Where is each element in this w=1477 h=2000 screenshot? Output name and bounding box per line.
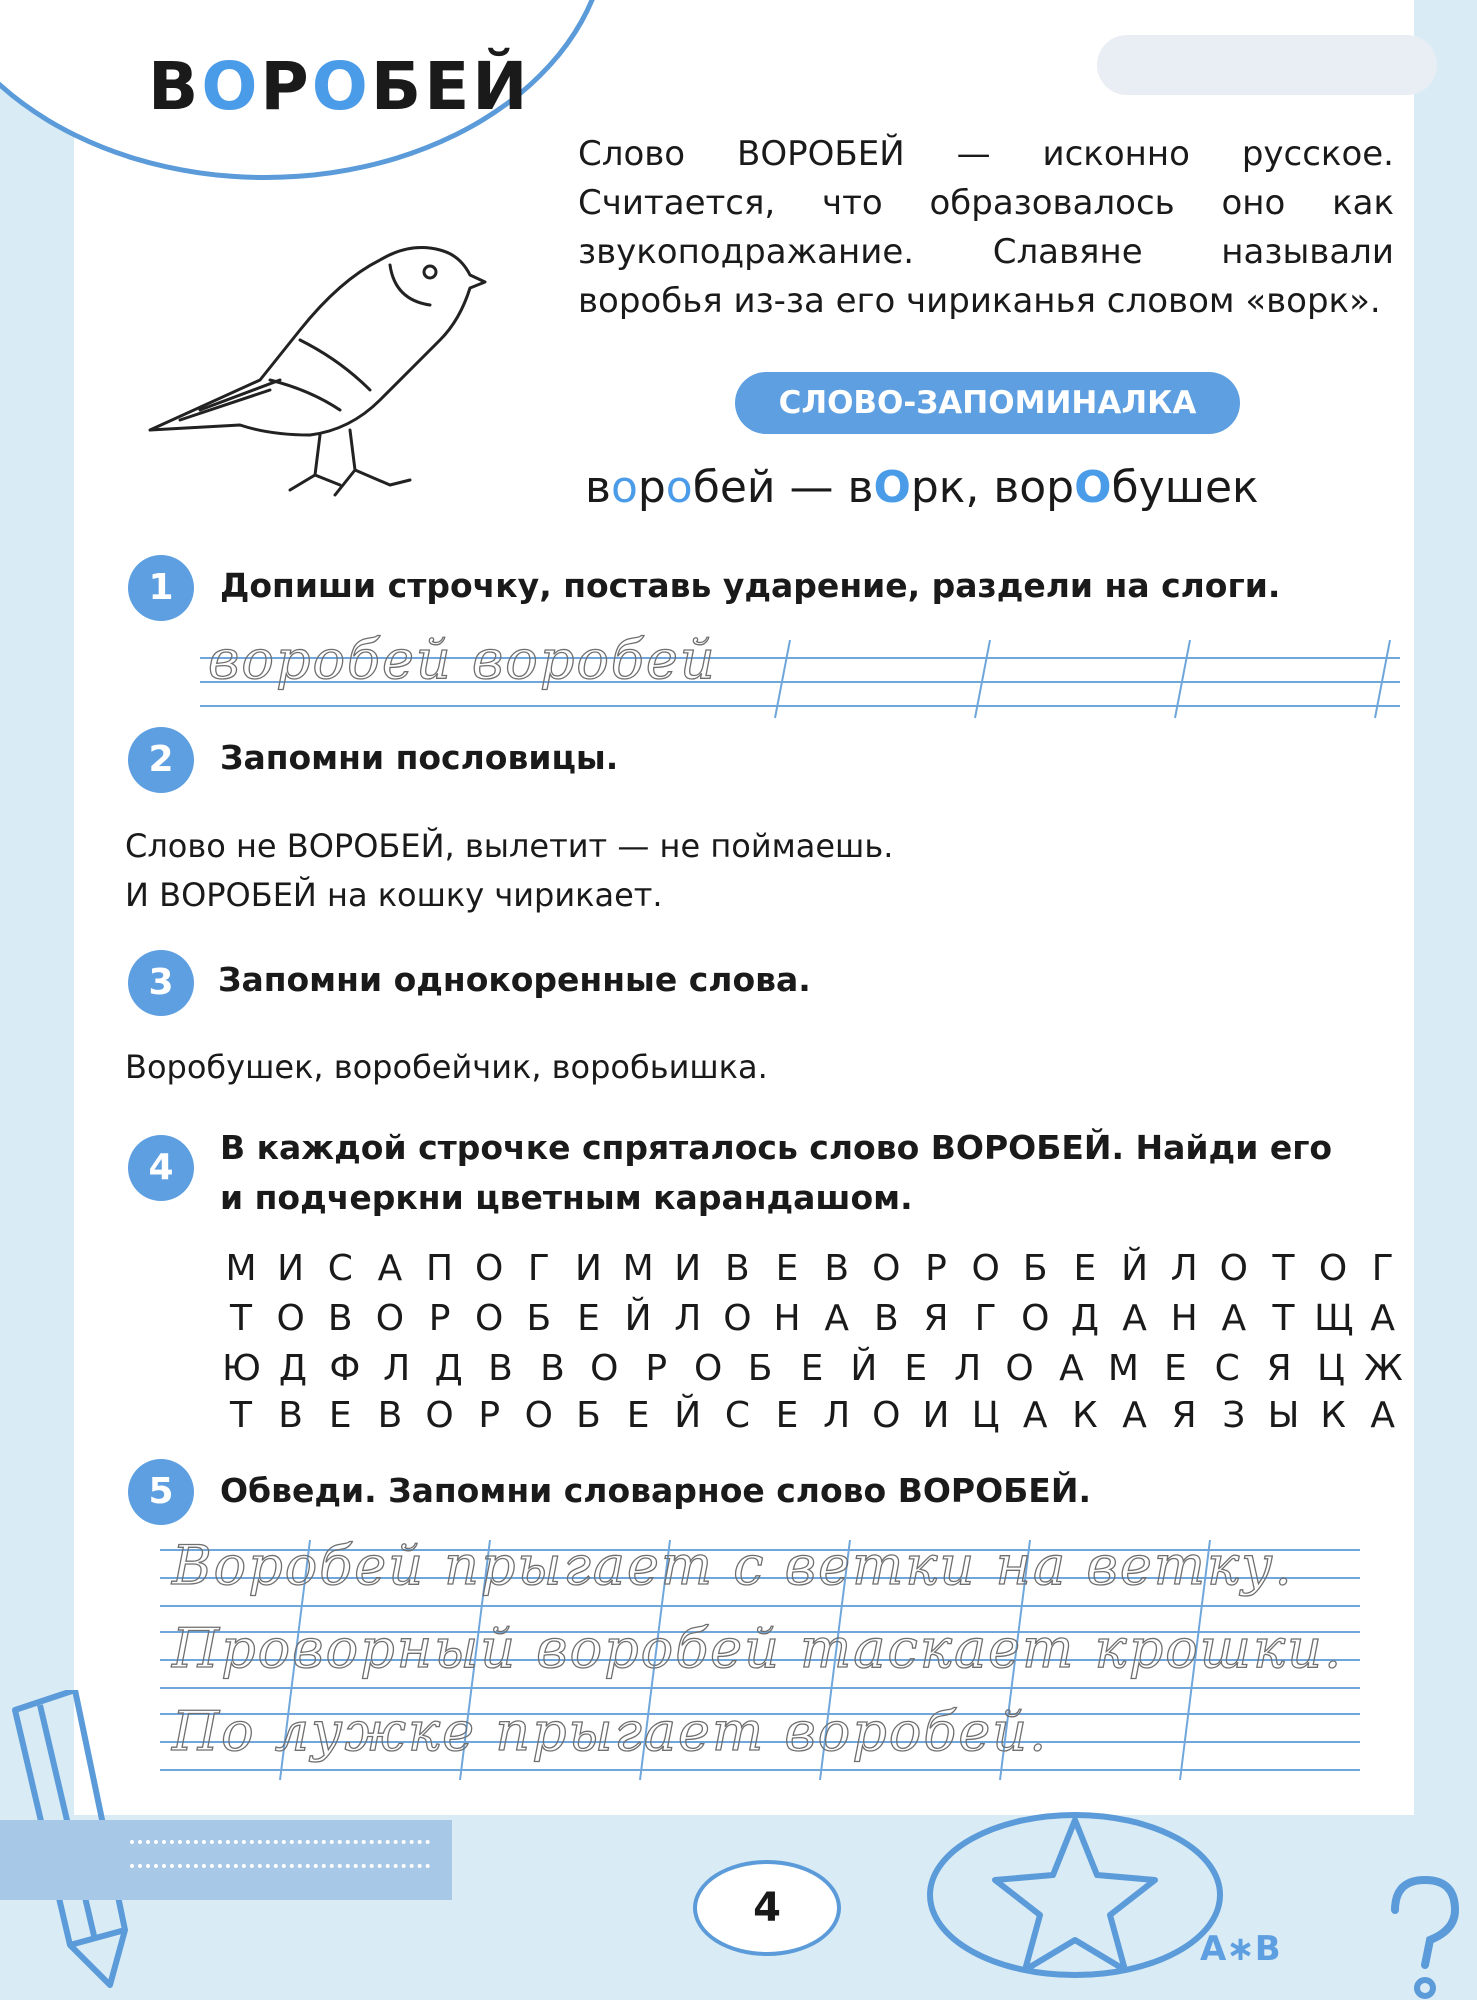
intro-paragraph: Слово ВОРОБЕЙ — исконно русское. Считается, что образовалось оно как звукоподражание. Славяне называли воробья из-за его чириканья словом «ворк». [578,134,1394,321]
related-words: Воробушек, воробейчик, воробьишка. [125,1048,768,1086]
title-highlight-letter: О [311,48,371,125]
trace-line-2: Проворный воробей таскает крошки. [172,1617,1344,1680]
memo-part: бушек [1111,462,1259,513]
memo-part: бей — в [692,462,874,513]
faded-print-through [1097,35,1437,95]
title-letter: Р [260,48,312,125]
memo-part: рк, вор [910,462,1075,513]
task-number-3: 3 [128,950,194,1016]
task-number-1: 1 [128,555,194,621]
letter-grid-row: Ю Д Ф Л Д В В О Р О Б Е Й Е Л О А М Е С Я Ц Ж [222,1348,1403,1389]
page-number: 4 [693,1860,841,1956]
title-highlight-letter: О [201,48,261,125]
letter-grid-row: М И С А П О Г И М И В Е В О Р О Б Е Й Л О Т О Г [225,1248,1394,1289]
task-4-text-line1: В каждой строчке спряталось слово ВОРОБЕЙ. Найди его [220,1128,1333,1167]
memo-highlight: о [610,462,638,513]
task-4-text-line2: и подчеркни цветным карандашом. [220,1178,913,1217]
memo-part: в [585,462,611,513]
memo-words [585,462,1259,513]
task-5-text: Обведи. Запомни словарное слово ВОРОБЕЙ. [220,1471,1091,1510]
trace-line-3: По лужке прыгает воробей. [172,1700,1049,1763]
trace-line-1: Воробей прыгает с ветки на ветку. [172,1534,1294,1597]
task-2-text: Запомни пословицы. [220,738,619,777]
letter-grid-row: Т В Е В О Р О Б Е Й С Е Л О И Ц А К А Я З Ы К А [230,1395,1396,1436]
sparrow-illustration [140,230,500,520]
title-letter: БЕЙ [370,48,531,125]
task-1-text: Допиши строчку, поставь ударение, раздели на слоги. [220,566,1281,605]
letter-grid-row: Т О В О Р О Б Е Й Л О Н А В Я Г О Д А Н А Т Щ А [230,1298,1396,1339]
memo-highlight: О [873,462,911,513]
task-1-script: воробей воробей [208,628,717,691]
task-number-5: 5 [128,1459,194,1525]
memo-part: р [637,462,666,513]
bottom-band [0,1820,452,1900]
star-logo [925,1810,1285,1980]
badge-text: А∗В [1200,1929,1281,1969]
question-mark-icon [1370,1870,1470,2000]
proverb-1: Слово не ВОРОБЕЙ, вылетит — не поймаешь. [125,827,894,865]
task-3-text: Запомни однокоренные слова. [218,960,811,999]
memo-badge: СЛОВО-ЗАПОМИНАЛКА [735,372,1240,434]
proverb-2: И ВОРОБЕЙ на кошку чирикает. [125,876,663,914]
page-title [148,48,531,125]
title-letter: В [148,48,202,125]
memo-highlight: О [1074,462,1112,513]
task-number-2: 2 [128,727,194,793]
task-number-4: 4 [128,1135,194,1201]
memo-highlight: о [665,462,693,513]
